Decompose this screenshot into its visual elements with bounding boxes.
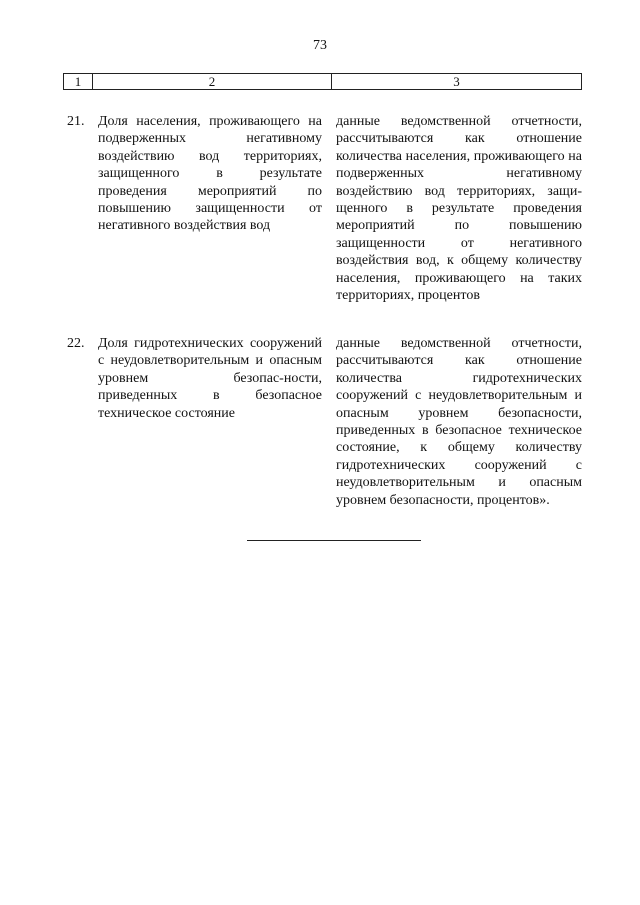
page-number: 73 [313, 38, 327, 53]
row-number: 22. [67, 336, 85, 351]
table-header-row [63, 73, 582, 90]
indicator-text: Доля населения, проживающего на подверженных негативному воздействию вод территориях, защищенного в результате проведения мероприятий по повышению защищенности от негативного воздействия вод [98, 114, 322, 234]
end-divider-line [247, 540, 421, 541]
source-text: данные ведомственной отчетности, рассчитываются как отношение количества гидротехнических сооружений с неудовлетворительным и опасным уровнем безопасности, приведенных в безопасное техническое состояние, к общему количеству гидротехнических сооружений с неудовлетворительным и опасным уровнем безопасности, процентов». [336, 336, 582, 508]
indicator-text: Доля гидротехнических сооружений с неудовлетворительным и опасным уровнем безопас-ности, приведенных в безопасное техническое состояние [98, 336, 322, 421]
column-header-3: 3 [453, 73, 460, 89]
column-header-1: 1 [64, 74, 93, 89]
row-number: 21. [67, 114, 85, 129]
source-text: данные ведомственной отчетности, рассчитываются как отношение количества населения, проживающего на подверженных негативному воздействию вод территориях, защищенного в результате проведения мероприятий по повышению защищенности от негативного воздействия вод, к общему количеству населения, проживающего на таких территориях, процентов [336, 114, 582, 304]
column-header-2: 2 [93, 74, 332, 89]
